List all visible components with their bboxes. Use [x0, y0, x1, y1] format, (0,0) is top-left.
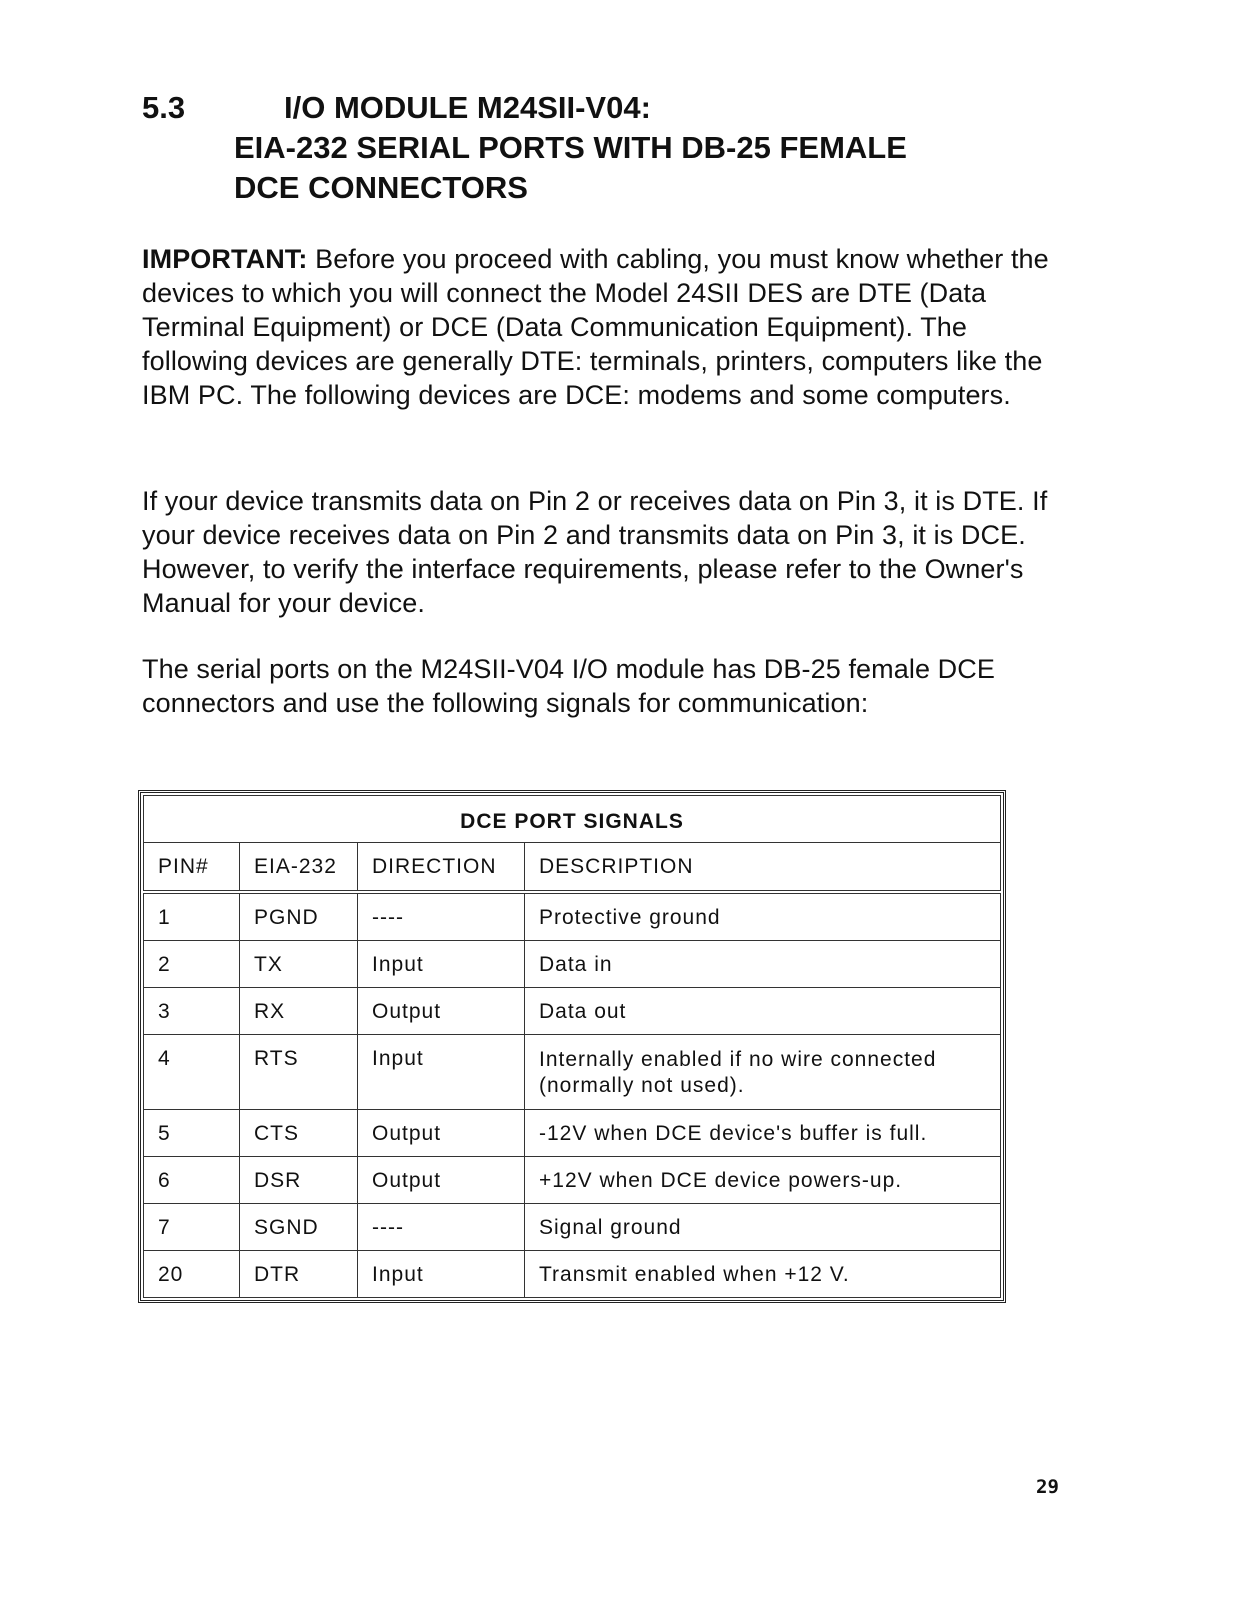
section-title-line2: EIA-232 SERIAL PORTS WITH DB-25 FEMALE: [234, 130, 907, 165]
pin-cell: 1: [144, 892, 240, 941]
direction-cell: Input: [358, 941, 525, 988]
table-row: [144, 1204, 1001, 1251]
pin-cell: 6: [144, 1157, 240, 1204]
table-header-row: [144, 843, 1001, 893]
direction-cell: ----: [358, 892, 525, 941]
direction-cell: Input: [358, 1035, 525, 1110]
table-title: DCE PORT SIGNALS: [144, 796, 1001, 843]
section-title-line3: DCE CONNECTORS: [234, 170, 528, 205]
table-row: [144, 1157, 1001, 1204]
pin-cell: 5: [144, 1110, 240, 1157]
description-cell: Data in: [525, 941, 1001, 988]
section-title-line1: I/O MODULE M24SII-V04:: [284, 90, 651, 125]
pin-cell: 3: [144, 988, 240, 1035]
signal-cell: TX: [240, 941, 358, 988]
signal-cell: RTS: [240, 1035, 358, 1110]
signal-cell: SGND: [240, 1204, 358, 1251]
description-cell: +12V when DCE device powers-up.: [525, 1157, 1001, 1204]
signal-cell: DTR: [240, 1251, 358, 1298]
header-eia232: EIA-232: [240, 843, 358, 893]
description-cell: Protective ground: [525, 892, 1001, 941]
signal-cell: PGND: [240, 892, 358, 941]
description-cell: Data out: [525, 988, 1001, 1035]
description-cell: -12V when DCE device's buffer is full.: [525, 1110, 1001, 1157]
description-cell: Internally enabled if no wire connected (normally not used).: [525, 1035, 1001, 1110]
signal-cell: RX: [240, 988, 358, 1035]
serial-ports-paragraph: The serial ports on the M24SII-V04 I/O module has DB-25 female DCE connectors and use the following signals for communication:: [142, 654, 995, 718]
important-text: Before you proceed with cabling, you must know whether the devices to which you will connect the Model 24SII DES are DTE (Data Terminal Equipment) or DCE (Data Communication Equipment). The following devices are generally DTE: terminals, printers, computers like the IBM PC. The following devices are DCE: modems and some computers.: [142, 244, 1049, 410]
table-row: [144, 988, 1001, 1035]
table-row: [144, 1110, 1001, 1157]
table-row: [144, 1035, 1001, 1110]
direction-cell: Output: [358, 988, 525, 1035]
pin-cell: 20: [144, 1251, 240, 1298]
pin-cell: 2: [144, 941, 240, 988]
table-row: [144, 892, 1001, 941]
signal-cell: CTS: [240, 1110, 358, 1157]
section-number: 5.3: [142, 90, 186, 125]
header-pin: PIN#: [144, 843, 240, 893]
pin-cell: 4: [144, 1035, 240, 1110]
dte-dce-paragraph: If your device transmits data on Pin 2 or receives data on Pin 3, it is DTE. If your device receives data on Pin 2 and transmits data on Pin 3, it is DCE. However, to verify the interface requirements, please refer to the Owner's Manual for your device.: [142, 486, 1048, 618]
important-paragraph: [142, 242, 1062, 412]
description-cell: Transmit enabled when +12 V.: [525, 1251, 1001, 1298]
description-cell: Signal ground: [525, 1204, 1001, 1251]
header-direction: DIRECTION: [358, 843, 525, 893]
pin-cell: 7: [144, 1204, 240, 1251]
direction-cell: Output: [358, 1157, 525, 1204]
table-row: [144, 1251, 1001, 1298]
page-number: 29: [1036, 1476, 1059, 1498]
section-heading: [142, 88, 1142, 208]
signal-cell: DSR: [240, 1157, 358, 1204]
table-row: [144, 941, 1001, 988]
header-description: DESCRIPTION: [525, 843, 1001, 893]
dce-port-signals-table: [138, 790, 1006, 1303]
direction-cell: Input: [358, 1251, 525, 1298]
direction-cell: ----: [358, 1204, 525, 1251]
important-label: IMPORTANT:: [142, 244, 308, 274]
direction-cell: Output: [358, 1110, 525, 1157]
